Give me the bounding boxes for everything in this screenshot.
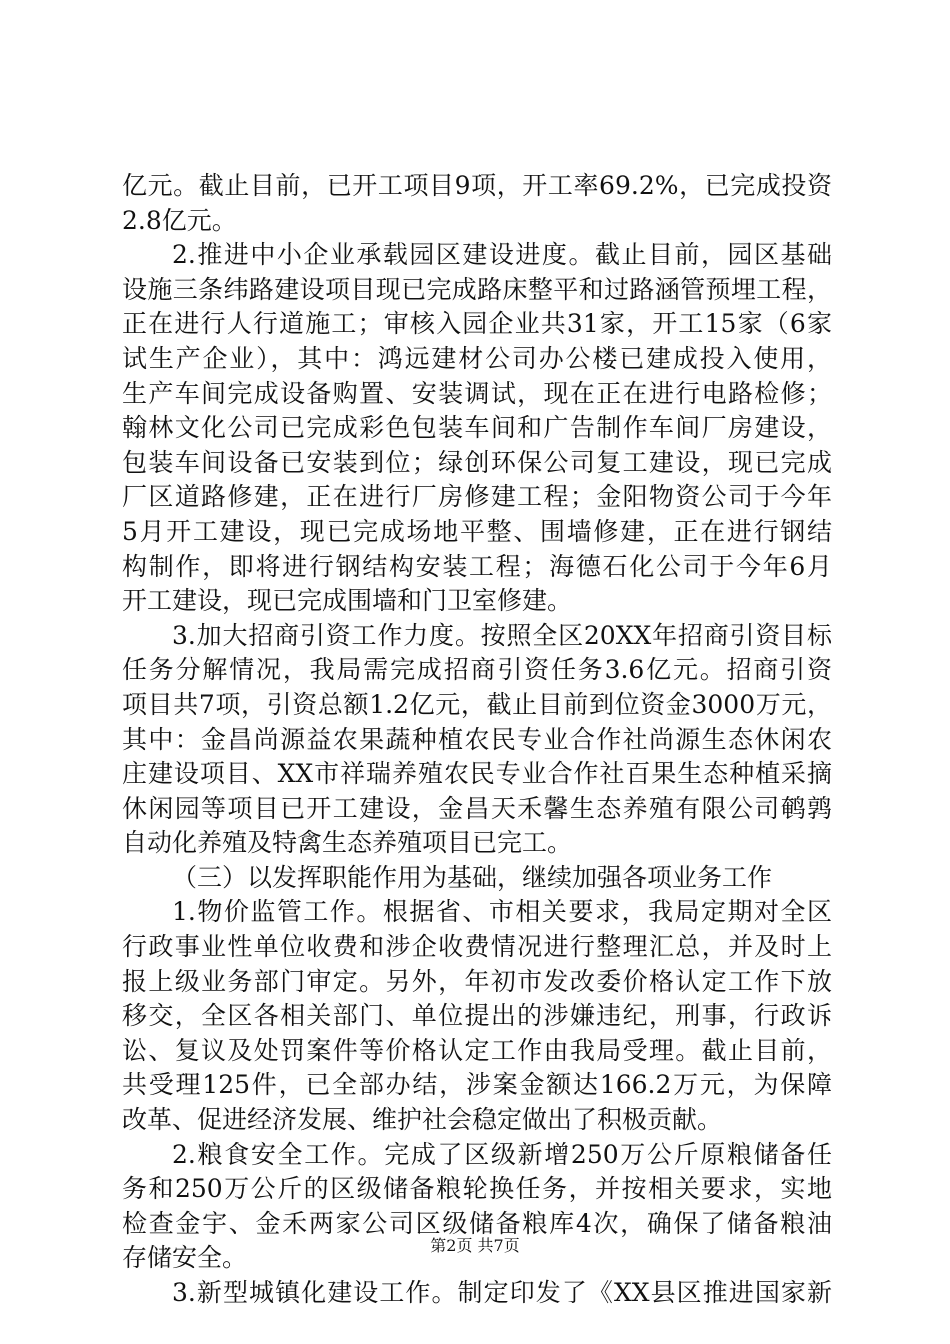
text-line: 移交，全区各相关部门、单位提出的涉嫌违纪，刑事，行政诉 xyxy=(122,1001,832,1031)
text-line: 务和250万公斤的区级储备粮轮换任务，并按相关要求，实地 xyxy=(122,1174,832,1204)
text-line: 项目共7项，引资总额1.2亿元，截止目前到位资金3000万元， xyxy=(122,689,832,719)
text-line: 任务分解情况，我局需完成招商引资任务3.6亿元。招商引资 xyxy=(122,655,832,685)
text-line: 改革、促进经济发展、维护社会稳定做出了积极贡献。 xyxy=(122,1105,723,1135)
text-line: 1.物价监管工作。根据省、市相关要求，我局定期对全区 xyxy=(172,897,832,927)
text-line: 包装车间设备已安装到位；绿创环保公司复工建设，现已完成 xyxy=(122,447,832,477)
text-line: 设施三条纬路建设项目现已完成路床整平和过路涵管预埋工程， xyxy=(122,274,832,304)
text-line: 翰林文化公司已完成彩色包装车间和广告制作车间厂房建设， xyxy=(122,413,832,443)
text-line: 厂区道路修建，正在进行厂房修建工程；金阳物资公司于今年 xyxy=(122,482,832,512)
text-line: 构制作，即将进行钢结构安装工程；海德石化公司于今年6月 xyxy=(122,551,832,581)
text-line: 自动化养殖及特禽生态养殖项目已完工。 xyxy=(122,828,573,858)
page-footer: 第2页 共7页 xyxy=(430,1236,520,1255)
text-line: 2.8亿元。 xyxy=(122,205,237,235)
text-line: 庄建设项目、XX市祥瑞养殖农民专业合作社百果生态种植采摘 xyxy=(122,759,832,789)
text-line: 2.推进中小企业承载园区建设进度。截止目前，园区基础 xyxy=(172,240,832,270)
text-line: 开工建设，现已完成围墙和门卫室修建。 xyxy=(122,586,573,616)
text-line: 报上级业务部门审定。另外，年初市发改委价格认定工作下放 xyxy=(122,966,832,996)
text-line: 讼、复议及处罚案件等价格认定工作由我局受理。截止目前， xyxy=(122,1035,832,1065)
text-line: 休闲园等项目已开工建设，金昌天禾馨生态养殖有限公司鹌鹑 xyxy=(122,793,832,823)
text-line: 3.新型城镇化建设工作。制定印发了《XX县区推进国家新 xyxy=(172,1278,832,1307)
text-line: 其中：金昌尚源益农果蔬种植农民专业合作社尚源生态休闲农 xyxy=(122,724,832,754)
text-line: 检查金宇、金禾两家公司区级储备粮库4次，确保了储备粮油 xyxy=(122,1208,832,1238)
text-line: 正在进行人行道施工；审核入园企业共31家，开工15家（6家 xyxy=(122,309,832,339)
text-line: 亿元。截止目前，已开工项目9项，开工率69.2%，已完成投资 xyxy=(122,171,832,200)
text-line: 生产车间完成设备购置、安装调试，现在正在进行电路检修； xyxy=(122,378,832,408)
text-line: 5月开工建设，现已完成场地平整、围墙修建，正在进行钢结 xyxy=(122,516,832,546)
text-line: 试生产企业），其中：鸿远建材公司办公楼已建成投入使用， xyxy=(122,343,832,373)
text-line: 存储安全。 xyxy=(122,1243,248,1273)
text-line: 3.加大招商引资工作力度。按照全区20XX年招商引资目标 xyxy=(172,620,832,650)
text-line: 2.粮食安全工作。完成了区级新增250万公斤原粮储备任 xyxy=(172,1139,832,1169)
text-line: （三）以发挥职能作用为基础，继续加强各项业务工作 xyxy=(172,862,773,892)
text-line: 共受理125件，已全部办结，涉案金额达166.2万元，为保障 xyxy=(122,1070,832,1100)
text-line: 行政事业性单位收费和涉企收费情况进行整理汇总，并及时上 xyxy=(122,932,832,962)
document-body xyxy=(122,169,832,1311)
